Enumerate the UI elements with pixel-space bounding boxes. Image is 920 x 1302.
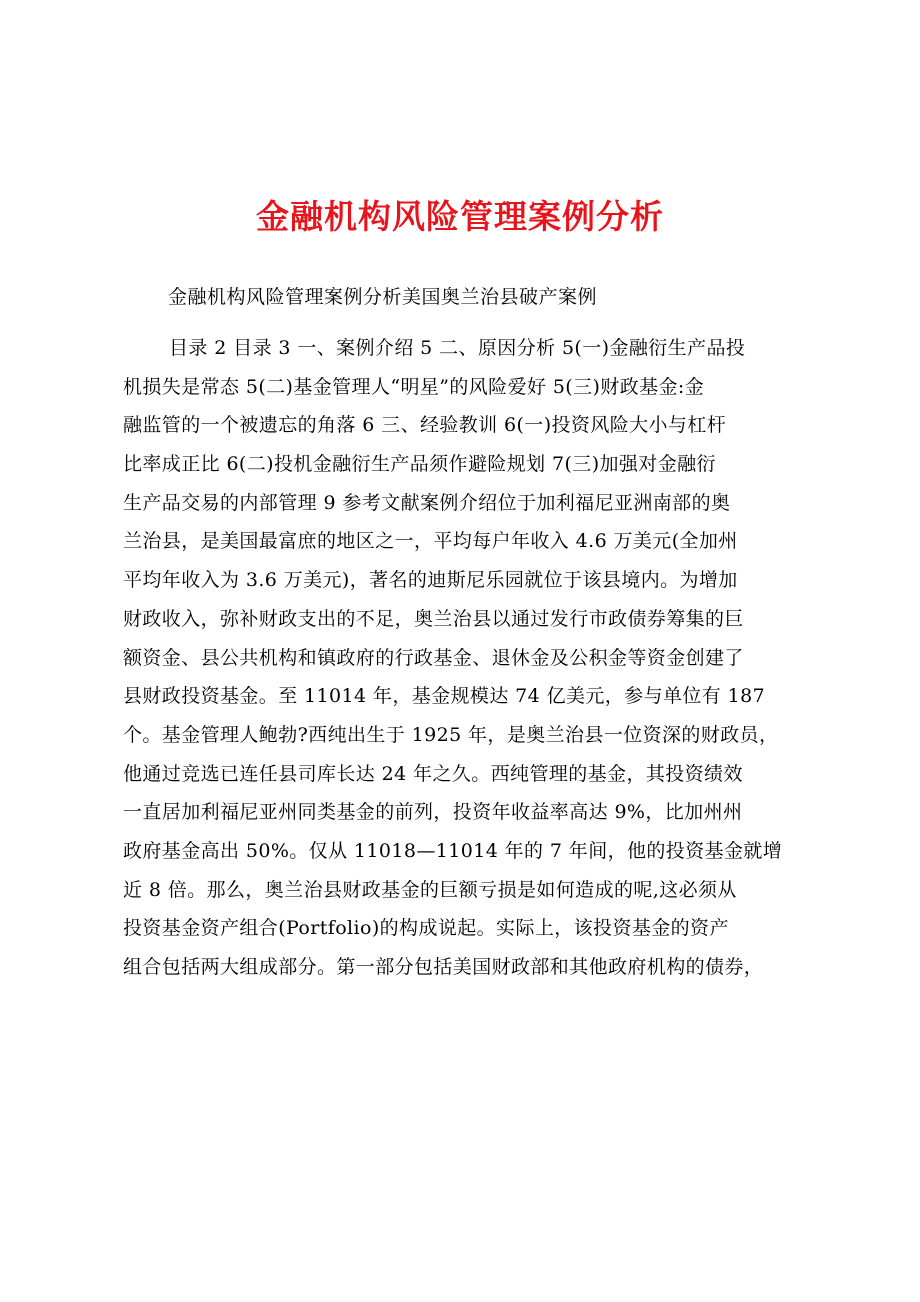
- body-line: 近 8 倍。那么，奥兰治县财政基金的巨额亏损是如何造成的呢,这必须从: [123, 878, 737, 901]
- body-line: 个。基金管理人鲍勃?西纯出生于 1925 年，是奥兰治县一位资深的财政员，: [123, 723, 779, 746]
- body-line: 生产品交易的内部管理 9 参考文献案例介绍位于加利福尼亚洲南部的奥: [123, 491, 731, 514]
- document-title: 金融机构风险管理案例分析: [256, 197, 664, 236]
- body-line: 县财政投资基金。至 11014 年，基金规模达 74 亿美元，参与单位有 187: [123, 685, 766, 708]
- document-body: [123, 329, 819, 987]
- body-line: 财政收入，弥补财政支出的不足，奥兰治县以通过发行市政债券筹集的巨: [123, 607, 744, 630]
- document-subtitle: 金融机构风险管理案例分析美国奥兰治县破产案例: [168, 286, 598, 308]
- body-line: 比率成正比 6(二)投机金融衍生产品须作避险规划 7(三)加强对金融衍: [123, 453, 716, 476]
- body-line: 他通过竞选已连任县司库长达 24 年之久。西纯管理的基金，其投资绩效: [123, 762, 743, 785]
- body-line: 兰治县，是美国最富庶的地区之一，平均每户年收入 4.6 万美元(全加州: [123, 530, 738, 553]
- body-line: 目录 2 目录 3 一、案例介绍 5 二、原因分析 5(一)金融衍生产品投: [169, 337, 746, 359]
- body-line: 融监管的一个被遗忘的角落 6 三、经验教训 6(一)投资风险大小与杠杆: [123, 414, 727, 437]
- body-line: 平均年收入为 3.6 万美元)，著名的迪斯尼乐园就位于该县境内。为增加: [123, 569, 738, 592]
- body-line: 组合包括两大组成部分。第一部分包括美国财政部和其他政府机构的债券，: [123, 956, 764, 978]
- body-line: 政府基金高出 50%。仅从 11018—11014 年的 7 年间，他的投资基金就增: [123, 839, 783, 862]
- body-line: 额资金、县公共机构和镇政府的行政基金、退休金及公积金等资金创建了: [123, 646, 744, 669]
- body-line: 投资基金资产组合(Portfolio)的构成说起。实际上，该投资基金的资产: [123, 917, 729, 940]
- body-line: 一直居加利福尼亚州同类基金的前列，投资年收益率高达 9%，比加州州: [123, 801, 743, 824]
- body-line: 机损失是常态 5(二)基金管理人“明星”的风险爱好 5(三)财政基金:金: [123, 375, 705, 398]
